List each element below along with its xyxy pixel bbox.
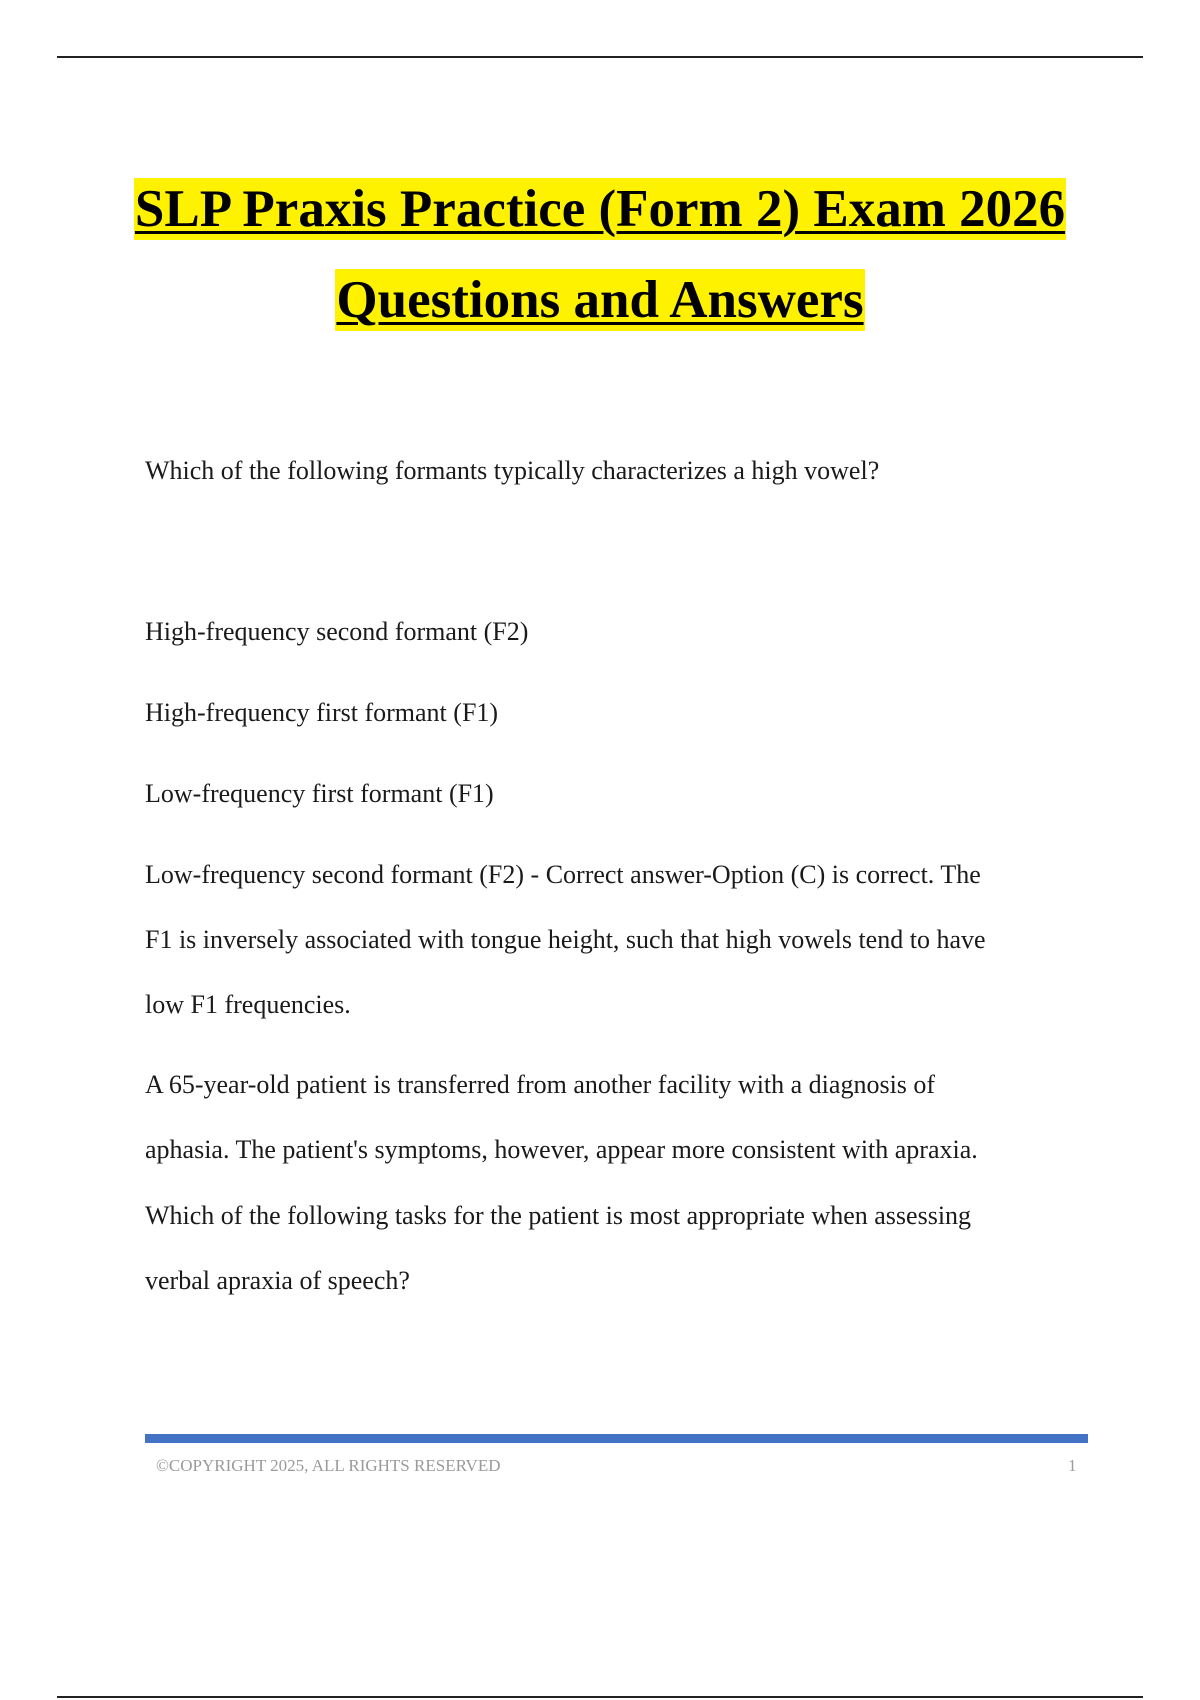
- question-1-option-b: High-frequency first formant (F1): [145, 698, 499, 727]
- question-1-answer-line-2: F1 is inversely associated with tongue height, such that high vowels tend to have: [145, 925, 986, 954]
- question-1-option-a: High-frequency second formant (F2): [145, 617, 529, 646]
- question-1-prompt: Which of the following formants typically characterizes a high vowel?: [145, 456, 880, 485]
- footer-bar: [145, 1434, 1088, 1443]
- title-line-2: Questions and Answers: [336, 271, 864, 329]
- footer-copyright: ©COPYRIGHT 2025, ALL RIGHTS RESERVED: [156, 1456, 501, 1475]
- question-1-option-c: Low-frequency first formant (F1): [145, 779, 494, 808]
- footer-page-number: 1: [1068, 1456, 1077, 1475]
- title-line-1: SLP Praxis Practice (Form 2) Exam 2026: [134, 180, 1066, 238]
- document-title: [0, 178, 1200, 331]
- question-1-answer-line-1: Low-frequency second formant (F2) - Correct answer-Option (C) is correct. The: [145, 860, 981, 889]
- bottom-rule: [57, 1696, 1143, 1698]
- question-1-answer-line-3: low F1 frequencies.: [145, 990, 351, 1019]
- top-rule: [57, 56, 1143, 58]
- question-2-line-4: verbal apraxia of speech?: [145, 1266, 410, 1295]
- question-2-line-1: A 65-year-old patient is transferred from another facility with a diagnosis of: [145, 1070, 936, 1099]
- question-2-line-3: Which of the following tasks for the patient is most appropriate when assessing: [145, 1201, 972, 1230]
- question-2-line-2: aphasia. The patient's symptoms, however, appear more consistent with apraxia.: [145, 1135, 978, 1164]
